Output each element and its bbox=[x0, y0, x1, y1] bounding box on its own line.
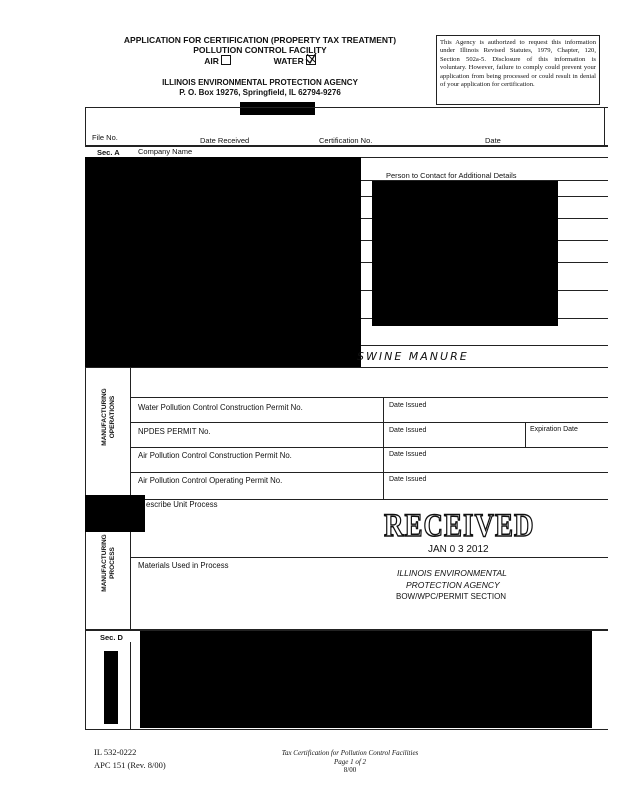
npdes-date-label: Date Issued bbox=[389, 427, 427, 434]
footer-center bbox=[250, 749, 450, 775]
expiration-divider bbox=[525, 422, 526, 447]
office-row-right-border bbox=[604, 107, 605, 145]
redaction-company-block bbox=[85, 157, 361, 367]
sec-b-row-line-1 bbox=[130, 422, 608, 423]
redaction-sec-d-side bbox=[104, 651, 118, 724]
office-date-label: Date bbox=[485, 136, 501, 145]
sec-d-bottom-line bbox=[85, 729, 608, 730]
agency-name: ILLINOIS ENVIRONMENTAL PROTECTION AGENCY bbox=[162, 78, 358, 87]
redaction-contact-block bbox=[372, 181, 558, 326]
water-checkbox[interactable] bbox=[306, 55, 316, 65]
sec-b-row-line-2 bbox=[130, 447, 608, 448]
sec-b-label-divider bbox=[130, 367, 131, 499]
sec-b-row-line-3 bbox=[130, 472, 608, 473]
air-label: AIR bbox=[204, 56, 219, 66]
footer-center-line-2: Page 1 of 2 bbox=[333, 757, 367, 766]
office-row-left-border bbox=[85, 107, 86, 145]
air-operating-permit-label: Air Pollution Control Operating Permit No. bbox=[138, 476, 283, 485]
received-stamp-word: RECEIVED bbox=[384, 507, 535, 543]
handwritten-note: SWINE MANURE bbox=[357, 350, 469, 363]
sec-b-row-line-0 bbox=[130, 397, 608, 398]
sec-d-label-divider bbox=[130, 642, 131, 729]
air-operating-date-label: Date Issued bbox=[389, 476, 427, 483]
agency-address: P. O. Box 19276, Springfield, IL 62794-9276 bbox=[179, 88, 341, 97]
notice-box bbox=[436, 35, 600, 105]
received-stamp bbox=[384, 507, 544, 607]
water-construction-permit-label: Water Pollution Control Construction Permit No. bbox=[138, 403, 303, 412]
air-checkbox[interactable] bbox=[221, 55, 231, 65]
sec-a-label: Sec. A bbox=[97, 148, 120, 157]
npdes-permit-label: NPDES PERMIT No. bbox=[138, 427, 211, 436]
footer-form-no: IL 532-0222 bbox=[94, 747, 137, 757]
received-stamp-date: JAN 0 3 2012 bbox=[428, 544, 489, 555]
stamp-line-3: BOW/WPC/PERMIT SECTION bbox=[396, 592, 507, 601]
agency-block bbox=[120, 78, 400, 98]
expiration-date-label: Expiration Date bbox=[530, 426, 578, 433]
form-title bbox=[100, 35, 420, 66]
air-construction-date-label: Date Issued bbox=[389, 451, 427, 458]
redaction-sec-d-main bbox=[140, 631, 592, 728]
check-mark-icon bbox=[305, 52, 317, 64]
air-construction-permit-label: Air Pollution Control Construction Permit No. bbox=[138, 451, 292, 460]
notice-text: This Agency is authorized to request this information under Illinois Revised Statutes, 1979, Chapter, 120, Section 502a-5. Disclosure of this information is voluntary. However, failure to comply could prevent your application from being processed or could result in denial of your application for certification. bbox=[440, 39, 596, 89]
sec-d-label: Sec. D bbox=[100, 633, 123, 642]
contact-person-label: Person to Contact for Additional Details bbox=[386, 171, 517, 180]
footer-center-line-3: 8/00 bbox=[343, 766, 357, 774]
stamp-line-2: PROTECTION AGENCY bbox=[406, 580, 500, 590]
stamp-line-1: ILLINOIS ENVIRONMENTAL bbox=[397, 568, 507, 578]
office-row-top-line bbox=[85, 107, 608, 108]
sec-b-date-divider bbox=[383, 397, 384, 499]
certification-no-label: Certification No. bbox=[319, 136, 373, 145]
sec-b-side-label: MANUFACTURING OPERATIONS bbox=[101, 388, 116, 446]
footer-center-line-1: Tax Certification for Pollution Control Facilities bbox=[281, 749, 419, 757]
footer-form-rev: APC 151 (Rev. 8/00) bbox=[94, 760, 166, 770]
redaction-header bbox=[240, 102, 315, 115]
sec-b-left-border bbox=[85, 367, 86, 499]
company-name-label: Company Name bbox=[138, 147, 193, 156]
title-line-1: APPLICATION FOR CERTIFICATION (PROPERTY TAX TREATMENT) bbox=[123, 35, 397, 45]
redaction-sec-c bbox=[85, 495, 145, 532]
materials-used-label: Materials Used in Process bbox=[138, 561, 229, 570]
water-construction-date-label: Date Issued bbox=[389, 402, 427, 409]
title-line-2: POLLUTION CONTROL FACILITY bbox=[193, 45, 327, 55]
file-no-label: File No. bbox=[92, 133, 118, 142]
air-water-options bbox=[100, 55, 420, 66]
sec-a-bottom-line bbox=[85, 367, 608, 368]
water-label: WATER bbox=[273, 56, 304, 66]
date-received-label: Date Received bbox=[200, 136, 250, 145]
sec-d-left-border bbox=[85, 629, 86, 729]
describe-unit-process-label: escribe Unit Process bbox=[146, 500, 218, 509]
sec-c-side-label: MANUFACTURING PROCESS bbox=[101, 534, 116, 592]
contact-line-8 bbox=[361, 345, 608, 346]
